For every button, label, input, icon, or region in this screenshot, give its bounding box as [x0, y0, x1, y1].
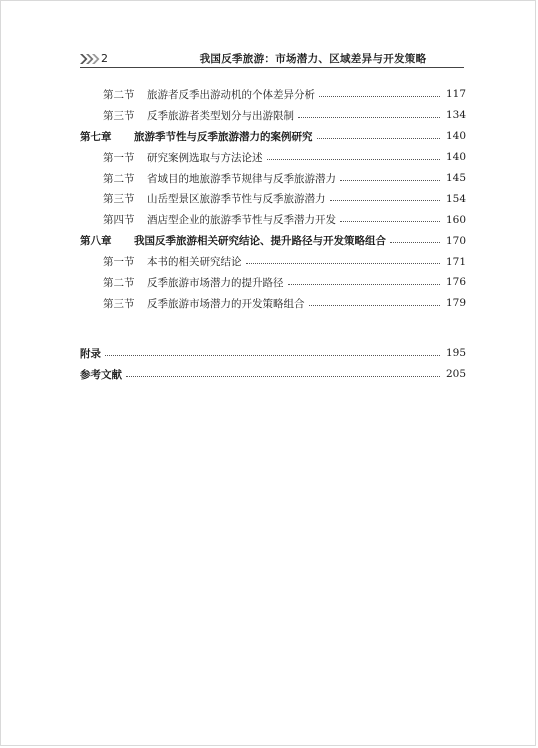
toc-section-number: 第四节 [103, 214, 135, 227]
leader-dots [126, 375, 440, 377]
toc-section-number: 第二节 [103, 276, 135, 289]
toc-section-number: 第二节 [103, 88, 135, 101]
leader-dots [340, 179, 440, 181]
toc-page-number: 160 [445, 213, 466, 226]
toc-page-number: 140 [445, 151, 466, 164]
toc-title: 参考文献 [80, 368, 122, 381]
toc-entry-appendix[interactable] [80, 343, 466, 364]
toc-entry-section[interactable] [80, 105, 466, 126]
toc-entry-section[interactable] [80, 251, 466, 272]
toc-title: 我国反季旅游相关研究结论、提升路径与开发策略组合 [134, 235, 386, 248]
leader-dots [340, 220, 440, 222]
toc-entry-chapter[interactable] [80, 126, 466, 147]
toc-title: 本书的相关研究结论 [147, 256, 242, 269]
toc-title: 附录 [80, 347, 101, 360]
toc-page-number: 140 [445, 130, 466, 143]
toc-title: 山岳型景区旅游季节性与反季旅游潜力 [147, 193, 326, 206]
toc-page-number: 145 [445, 172, 466, 184]
toc-section-number: 第三节 [103, 297, 135, 310]
toc-page-number: 179 [445, 297, 466, 310]
toc-page-number: 171 [445, 255, 466, 268]
toc-chapter-number: 第八章 [80, 235, 112, 248]
toc-section-number: 第二节 [103, 172, 135, 185]
toc-title: 反季旅游市场潜力的开发策略组合 [147, 297, 305, 310]
table-of-contents [80, 84, 466, 385]
toc-entry-section[interactable] [80, 293, 466, 314]
toc-title: 酒店型企业的旅游季节性与反季潜力开发 [147, 214, 336, 227]
toc-page-number: 154 [445, 192, 466, 205]
toc-section-number: 第三节 [103, 109, 135, 122]
toc-entry-section[interactable] [80, 272, 466, 293]
page-number: 2 [101, 52, 108, 65]
leader-dots [309, 304, 441, 306]
toc-title: 研究案例选取与方法论述 [147, 151, 263, 164]
leader-dots [105, 354, 440, 356]
toc-spacer [80, 314, 466, 343]
leader-dots [288, 283, 441, 285]
toc-page-number: 176 [445, 276, 466, 289]
toc-entry-section[interactable] [80, 84, 466, 105]
toc-entry-section[interactable] [80, 168, 466, 189]
toc-page-number: 117 [445, 88, 466, 101]
toc-section-number: 第一节 [103, 256, 135, 269]
leader-dots [298, 116, 440, 118]
toc-section-number: 第三节 [103, 193, 135, 206]
toc-entry-references[interactable] [80, 364, 466, 385]
toc-title: 旅游季节性与反季旅游潜力的案例研究 [134, 130, 313, 143]
toc-title: 旅游者反季出游动机的个体差异分析 [147, 88, 315, 101]
header-rule [80, 67, 464, 68]
leader-dots [390, 241, 440, 243]
running-header [80, 53, 464, 67]
toc-page-number: 170 [445, 234, 466, 247]
toc-title: 反季旅游市场潜力的提升路径 [147, 276, 284, 289]
toc-page-number: 205 [445, 368, 466, 381]
toc-section-number: 第一节 [103, 151, 135, 164]
leader-dots [319, 95, 440, 97]
running-title: 我国反季旅游：市场潜力、区域差异与开发策略 [199, 53, 427, 65]
leader-dots [267, 158, 441, 160]
toc-entry-section[interactable] [80, 209, 466, 230]
toc-entry-chapter[interactable] [80, 230, 466, 251]
toc-page-number: 134 [445, 109, 466, 122]
toc-chapter-number: 第七章 [80, 130, 112, 143]
leader-dots [246, 262, 441, 264]
leader-dots [317, 137, 441, 139]
toc-page-number: 195 [445, 347, 466, 360]
toc-entry-section[interactable] [80, 188, 466, 209]
toc-entry-section[interactable] [80, 147, 466, 168]
toc-title: 省域目的地旅游季节规律与反季旅游潜力 [147, 172, 336, 185]
toc-title: 反季旅游者类型划分与出游限制 [147, 109, 294, 122]
leader-dots [330, 199, 441, 201]
